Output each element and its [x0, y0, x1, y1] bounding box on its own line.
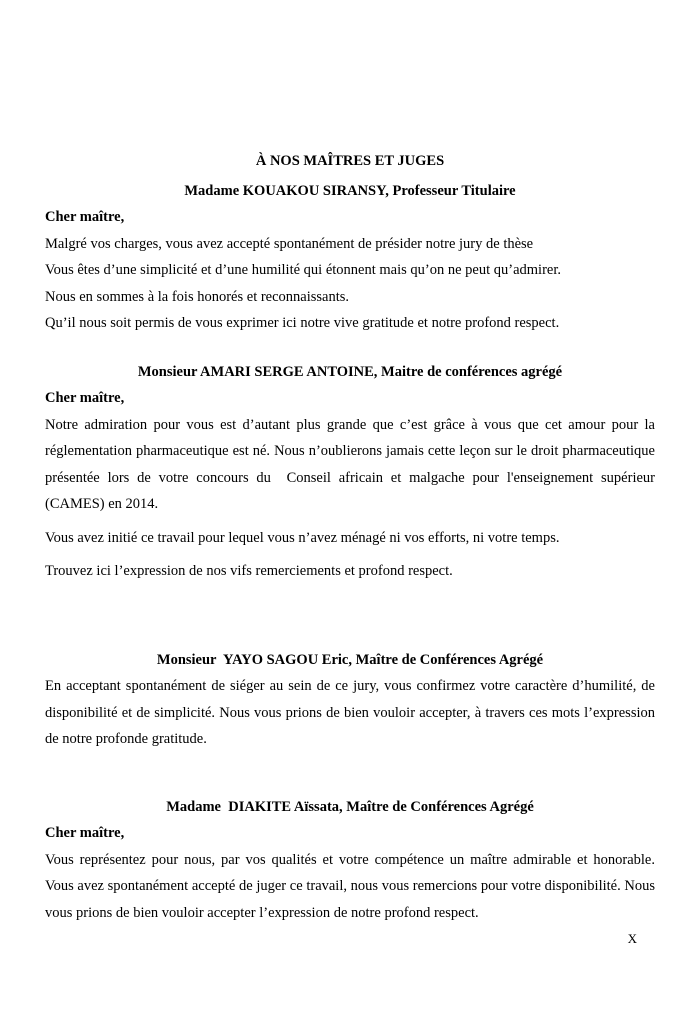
- body-paragraph: En acceptant spontanément de siéger au sein de ce jury, vous confirmez votre caractère d’humilité, de disponibilité et de simplicité. Nous vous prions de bien vouloir accepter, à travers ces mots l’expression de notre profonde gratitude.: [45, 678, 659, 747]
- body-line: Vous êtes d’une simplicité et d’une humilité qui étonnent mais qu’on ne peut qu’admirer.: [45, 262, 561, 278]
- body-paragraph: Notre admiration pour vous est d’autant plus grande que c’est grâce à vous que cet amour pour la réglementation pharmaceutique est né. Nous n’oublierons jamais cette leçon sur le droit pharmaceutique présentée lors de votre concours du Conseil africain et malgache pour l'enseignement supérieur (CAMES) en 2014.: [45, 416, 659, 512]
- salutation: Cher maître,: [45, 825, 125, 841]
- section-kouakou-siransy: [45, 178, 655, 337]
- section-heading: Monsieur YAYO SAGOU Eric, Maître de Conférences Agrégé: [156, 651, 544, 668]
- section-yayo-sagou-eric: [45, 647, 659, 753]
- body-line: Malgré vos charges, vous avez accepté spontanément de présider notre jury de thèse: [45, 235, 534, 252]
- body-paragraph: Vous représentez pour nous, par vos qualités et votre compétence un maître admirable et honorable. Vous avez spontanément accepté de juger ce travail, nous vous remercions pour votre disponibilité. Nous vous prions de bien vouloir accepter l’expression de notre profond respect.: [45, 851, 659, 921]
- body-paragraph: Trouvez ici l’expression de nos vifs remerciements et profond respect.: [45, 563, 453, 579]
- salutation: Cher maître,: [45, 390, 125, 406]
- page-number: X: [627, 931, 637, 946]
- page-title: À NOS MAÎTRES ET JUGES: [255, 153, 445, 169]
- section-diakite-aissata: [45, 794, 659, 927]
- body-paragraph: Vous avez initié ce travail pour lequel vous n’avez ménagé ni vos efforts, ni votre temps.: [45, 529, 560, 546]
- body-line: Qu’il nous soit permis de vous exprimer ici notre vive gratitude et notre profond respect.: [45, 315, 560, 331]
- section-heading: Monsieur AMARI SERGE ANTOINE, Maitre de conférences agrégé: [137, 363, 563, 380]
- section-amari-serge-antoine: [45, 359, 659, 585]
- section-heading: Madame DIAKITE Aïssata, Maître de Conférences Agrégé: [166, 798, 534, 815]
- section-heading: Madame KOUAKOU SIRANSY, Professeur Titulaire: [184, 182, 516, 199]
- body-line: Nous en sommes à la fois honorés et reconnaissants.: [45, 288, 350, 305]
- salutation: Cher maître,: [45, 209, 125, 225]
